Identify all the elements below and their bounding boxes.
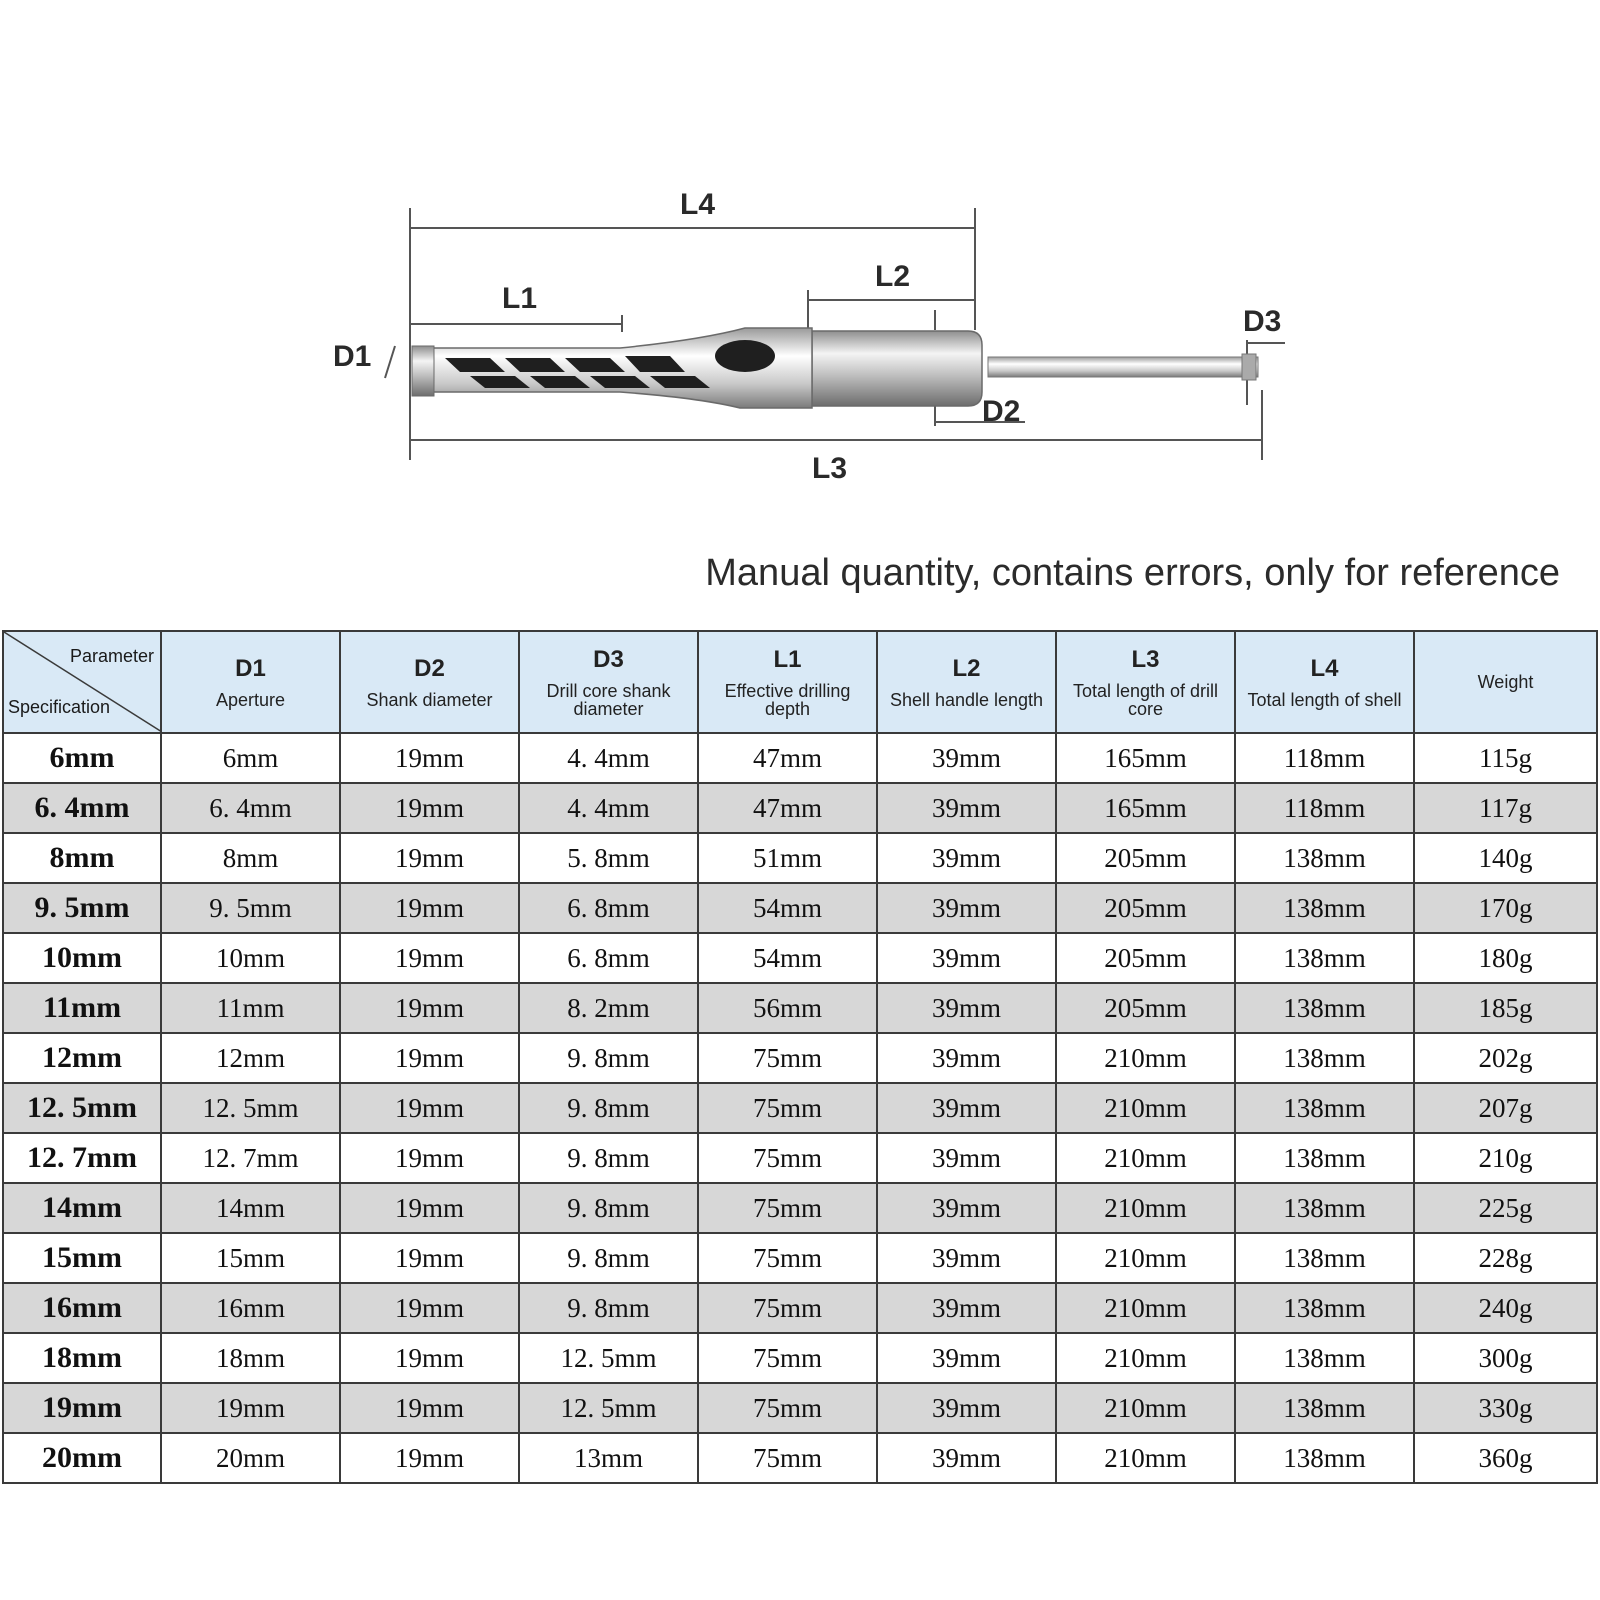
value-cell: 140g <box>1414 833 1597 883</box>
specification-cell: 10mm <box>3 933 161 983</box>
column-code: L3 <box>1131 646 1160 673</box>
value-cell: 75mm <box>698 1383 877 1433</box>
table-row <box>3 1033 1597 1083</box>
value-cell: 39mm <box>877 1133 1056 1183</box>
specification-cell: 11mm <box>3 983 161 1033</box>
drill-bit <box>412 328 1258 408</box>
table-row <box>3 1383 1597 1433</box>
specification-cell: 12mm <box>3 1033 161 1083</box>
value-cell: 75mm <box>698 1183 877 1233</box>
table-row <box>3 1433 1597 1483</box>
label-d2: D2 <box>982 395 1021 428</box>
value-cell: 19mm <box>340 833 519 883</box>
value-cell: 210mm <box>1056 1233 1235 1283</box>
value-cell: 4. 4mm <box>519 783 698 833</box>
value-cell: 6. 8mm <box>519 883 698 933</box>
table-row <box>3 1283 1597 1333</box>
value-cell: 19mm <box>340 983 519 1033</box>
value-cell: 138mm <box>1235 1033 1414 1083</box>
value-cell: 75mm <box>698 1333 877 1383</box>
value-cell: 165mm <box>1056 783 1235 833</box>
specification-cell: 16mm <box>3 1283 161 1333</box>
value-cell: 39mm <box>877 1033 1056 1083</box>
column-header <box>698 631 877 733</box>
column-description: Weight <box>1477 672 1534 692</box>
value-cell: 360g <box>1414 1433 1597 1483</box>
value-cell: 118mm <box>1235 783 1414 833</box>
value-cell: 39mm <box>877 1283 1056 1333</box>
specification-cell: 6. 4mm <box>3 783 161 833</box>
column-header <box>1235 631 1414 733</box>
column-code: L2 <box>952 655 981 682</box>
value-cell: 210mm <box>1056 1133 1235 1183</box>
value-cell: 19mm <box>340 1383 519 1433</box>
specification-cell: 12. 7mm <box>3 1133 161 1183</box>
value-cell: 9. 8mm <box>519 1183 698 1233</box>
value-cell: 12. 5mm <box>519 1383 698 1433</box>
value-cell: 138mm <box>1235 1133 1414 1183</box>
table-row <box>3 1183 1597 1233</box>
specification-cell: 8mm <box>3 833 161 883</box>
value-cell: 19mm <box>340 1083 519 1133</box>
column-header <box>161 631 340 733</box>
value-cell: 19mm <box>340 1283 519 1333</box>
corner-specification: Specification <box>8 697 111 717</box>
value-cell: 47mm <box>698 733 877 783</box>
value-cell: 19mm <box>340 783 519 833</box>
specification-cell: 12. 5mm <box>3 1083 161 1133</box>
value-cell: 54mm <box>698 933 877 983</box>
value-cell: 210mm <box>1056 1383 1235 1433</box>
table-row <box>3 883 1597 933</box>
value-cell: 12. 5mm <box>519 1333 698 1383</box>
value-cell: 6. 8mm <box>519 933 698 983</box>
value-cell: 75mm <box>698 1083 877 1133</box>
value-cell: 39mm <box>877 1433 1056 1483</box>
value-cell: 330g <box>1414 1383 1597 1433</box>
column-description: Shell handle length <box>889 690 1044 710</box>
value-cell: 210mm <box>1056 1283 1235 1333</box>
value-cell: 12. 5mm <box>161 1083 340 1133</box>
value-cell: 11mm <box>161 983 340 1033</box>
value-cell: 39mm <box>877 1333 1056 1383</box>
label-d1: D1 <box>333 340 372 373</box>
value-cell: 300g <box>1414 1333 1597 1383</box>
value-cell: 39mm <box>877 1183 1056 1233</box>
value-cell: 39mm <box>877 1083 1056 1133</box>
value-cell: 20mm <box>161 1433 340 1483</box>
value-cell: 117g <box>1414 783 1597 833</box>
value-cell: 138mm <box>1235 1383 1414 1433</box>
value-cell: 14mm <box>161 1183 340 1233</box>
specification-cell: 14mm <box>3 1183 161 1233</box>
table-row <box>3 833 1597 883</box>
column-description: Drill core shank diameter <box>546 681 671 719</box>
value-cell: 10mm <box>161 933 340 983</box>
value-cell: 6. 4mm <box>161 783 340 833</box>
value-cell: 19mm <box>340 883 519 933</box>
value-cell: 207g <box>1414 1083 1597 1133</box>
value-cell: 19mm <box>340 733 519 783</box>
value-cell: 205mm <box>1056 933 1235 983</box>
value-cell: 19mm <box>340 1133 519 1183</box>
column-code: D3 <box>593 646 624 673</box>
column-description: Shank diameter <box>366 690 493 710</box>
specification-cell: 15mm <box>3 1233 161 1283</box>
column-description: Total length of drill core <box>1072 681 1219 719</box>
specification-cell: 18mm <box>3 1333 161 1383</box>
value-cell: 210mm <box>1056 1433 1235 1483</box>
value-cell: 205mm <box>1056 883 1235 933</box>
value-cell: 18mm <box>161 1333 340 1383</box>
specification-cell: 6mm <box>3 733 161 783</box>
table-row <box>3 733 1597 783</box>
value-cell: 9. 5mm <box>161 883 340 933</box>
value-cell: 39mm <box>877 833 1056 883</box>
value-cell: 39mm <box>877 1383 1056 1433</box>
value-cell: 4. 4mm <box>519 733 698 783</box>
value-cell: 138mm <box>1235 883 1414 933</box>
value-cell: 12. 7mm <box>161 1133 340 1183</box>
value-cell: 9. 8mm <box>519 1083 698 1133</box>
value-cell: 19mm <box>161 1383 340 1433</box>
label-d3: D3 <box>1243 305 1282 338</box>
value-cell: 185g <box>1414 983 1597 1033</box>
value-cell: 138mm <box>1235 1433 1414 1483</box>
value-cell: 210mm <box>1056 1183 1235 1233</box>
table-row <box>3 1233 1597 1283</box>
value-cell: 170g <box>1414 883 1597 933</box>
value-cell: 13mm <box>519 1433 698 1483</box>
value-cell: 12mm <box>161 1033 340 1083</box>
value-cell: 202g <box>1414 1033 1597 1083</box>
corner-header <box>3 631 161 733</box>
specification-cell: 9. 5mm <box>3 883 161 933</box>
value-cell: 19mm <box>340 1033 519 1083</box>
value-cell: 75mm <box>698 1133 877 1183</box>
column-description: Effective drilling depth <box>724 681 851 719</box>
column-header <box>1056 631 1235 733</box>
value-cell: 118mm <box>1235 733 1414 783</box>
table-row <box>3 1083 1597 1133</box>
column-code: L1 <box>773 646 802 673</box>
value-cell: 8mm <box>161 833 340 883</box>
label-l4: L4 <box>680 188 716 221</box>
value-cell: 54mm <box>698 883 877 933</box>
value-cell: 75mm <box>698 1233 877 1283</box>
value-cell: 5. 8mm <box>519 833 698 883</box>
value-cell: 138mm <box>1235 833 1414 883</box>
drill-bit-diagram <box>0 150 1600 530</box>
column-description: Aperture <box>215 690 286 710</box>
value-cell: 47mm <box>698 783 877 833</box>
table-row <box>3 1333 1597 1383</box>
table-row <box>3 983 1597 1033</box>
column-header <box>340 631 519 733</box>
value-cell: 9. 8mm <box>519 1233 698 1283</box>
value-cell: 115g <box>1414 733 1597 783</box>
value-cell: 205mm <box>1056 833 1235 883</box>
value-cell: 39mm <box>877 783 1056 833</box>
value-cell: 210mm <box>1056 1333 1235 1383</box>
label-l3: L3 <box>812 452 848 485</box>
value-cell: 39mm <box>877 733 1056 783</box>
value-cell: 205mm <box>1056 983 1235 1033</box>
value-cell: 138mm <box>1235 1233 1414 1283</box>
value-cell: 75mm <box>698 1433 877 1483</box>
specification-table <box>2 630 1598 1484</box>
value-cell: 39mm <box>877 883 1056 933</box>
label-l2: L2 <box>875 260 911 293</box>
value-cell: 9. 8mm <box>519 1133 698 1183</box>
value-cell: 19mm <box>340 933 519 983</box>
value-cell: 19mm <box>340 1233 519 1283</box>
value-cell: 75mm <box>698 1283 877 1333</box>
reference-note: Manual quantity, contains errors, only for reference <box>705 552 1560 594</box>
value-cell: 8. 2mm <box>519 983 698 1033</box>
value-cell: 225g <box>1414 1183 1597 1233</box>
column-header <box>519 631 698 733</box>
value-cell: 51mm <box>698 833 877 883</box>
value-cell: 210mm <box>1056 1033 1235 1083</box>
value-cell: 240g <box>1414 1283 1597 1333</box>
value-cell: 19mm <box>340 1183 519 1233</box>
value-cell: 138mm <box>1235 1183 1414 1233</box>
specification-cell: 19mm <box>3 1383 161 1433</box>
corner-parameter: Parameter <box>69 646 154 666</box>
drill-bit-drawing <box>0 150 1600 530</box>
table-row <box>3 1133 1597 1183</box>
value-cell: 39mm <box>877 983 1056 1033</box>
value-cell: 138mm <box>1235 933 1414 983</box>
value-cell: 6mm <box>161 733 340 783</box>
value-cell: 75mm <box>698 1033 877 1083</box>
value-cell: 180g <box>1414 933 1597 983</box>
column-code: D2 <box>414 655 445 682</box>
label-l1: L1 <box>502 282 538 315</box>
value-cell: 15mm <box>161 1233 340 1283</box>
value-cell: 39mm <box>877 1233 1056 1283</box>
value-cell: 138mm <box>1235 1283 1414 1333</box>
value-cell: 165mm <box>1056 733 1235 783</box>
value-cell: 138mm <box>1235 983 1414 1033</box>
value-cell: 19mm <box>340 1433 519 1483</box>
column-code: D1 <box>235 655 266 682</box>
value-cell: 56mm <box>698 983 877 1033</box>
value-cell: 9. 8mm <box>519 1033 698 1083</box>
table-row <box>3 783 1597 833</box>
value-cell: 138mm <box>1235 1333 1414 1383</box>
column-header <box>877 631 1056 733</box>
table-row <box>3 933 1597 983</box>
column-description: Total length of shell <box>1247 690 1402 710</box>
value-cell: 138mm <box>1235 1083 1414 1133</box>
column-code: L4 <box>1310 655 1339 682</box>
value-cell: 210g <box>1414 1133 1597 1183</box>
table-body <box>3 733 1597 1483</box>
value-cell: 39mm <box>877 933 1056 983</box>
value-cell: 16mm <box>161 1283 340 1333</box>
table-header-row <box>3 631 1597 733</box>
value-cell: 9. 8mm <box>519 1283 698 1333</box>
column-header <box>1414 631 1597 733</box>
value-cell: 19mm <box>340 1333 519 1383</box>
value-cell: 228g <box>1414 1233 1597 1283</box>
specification-cell: 20mm <box>3 1433 161 1483</box>
value-cell: 210mm <box>1056 1083 1235 1133</box>
